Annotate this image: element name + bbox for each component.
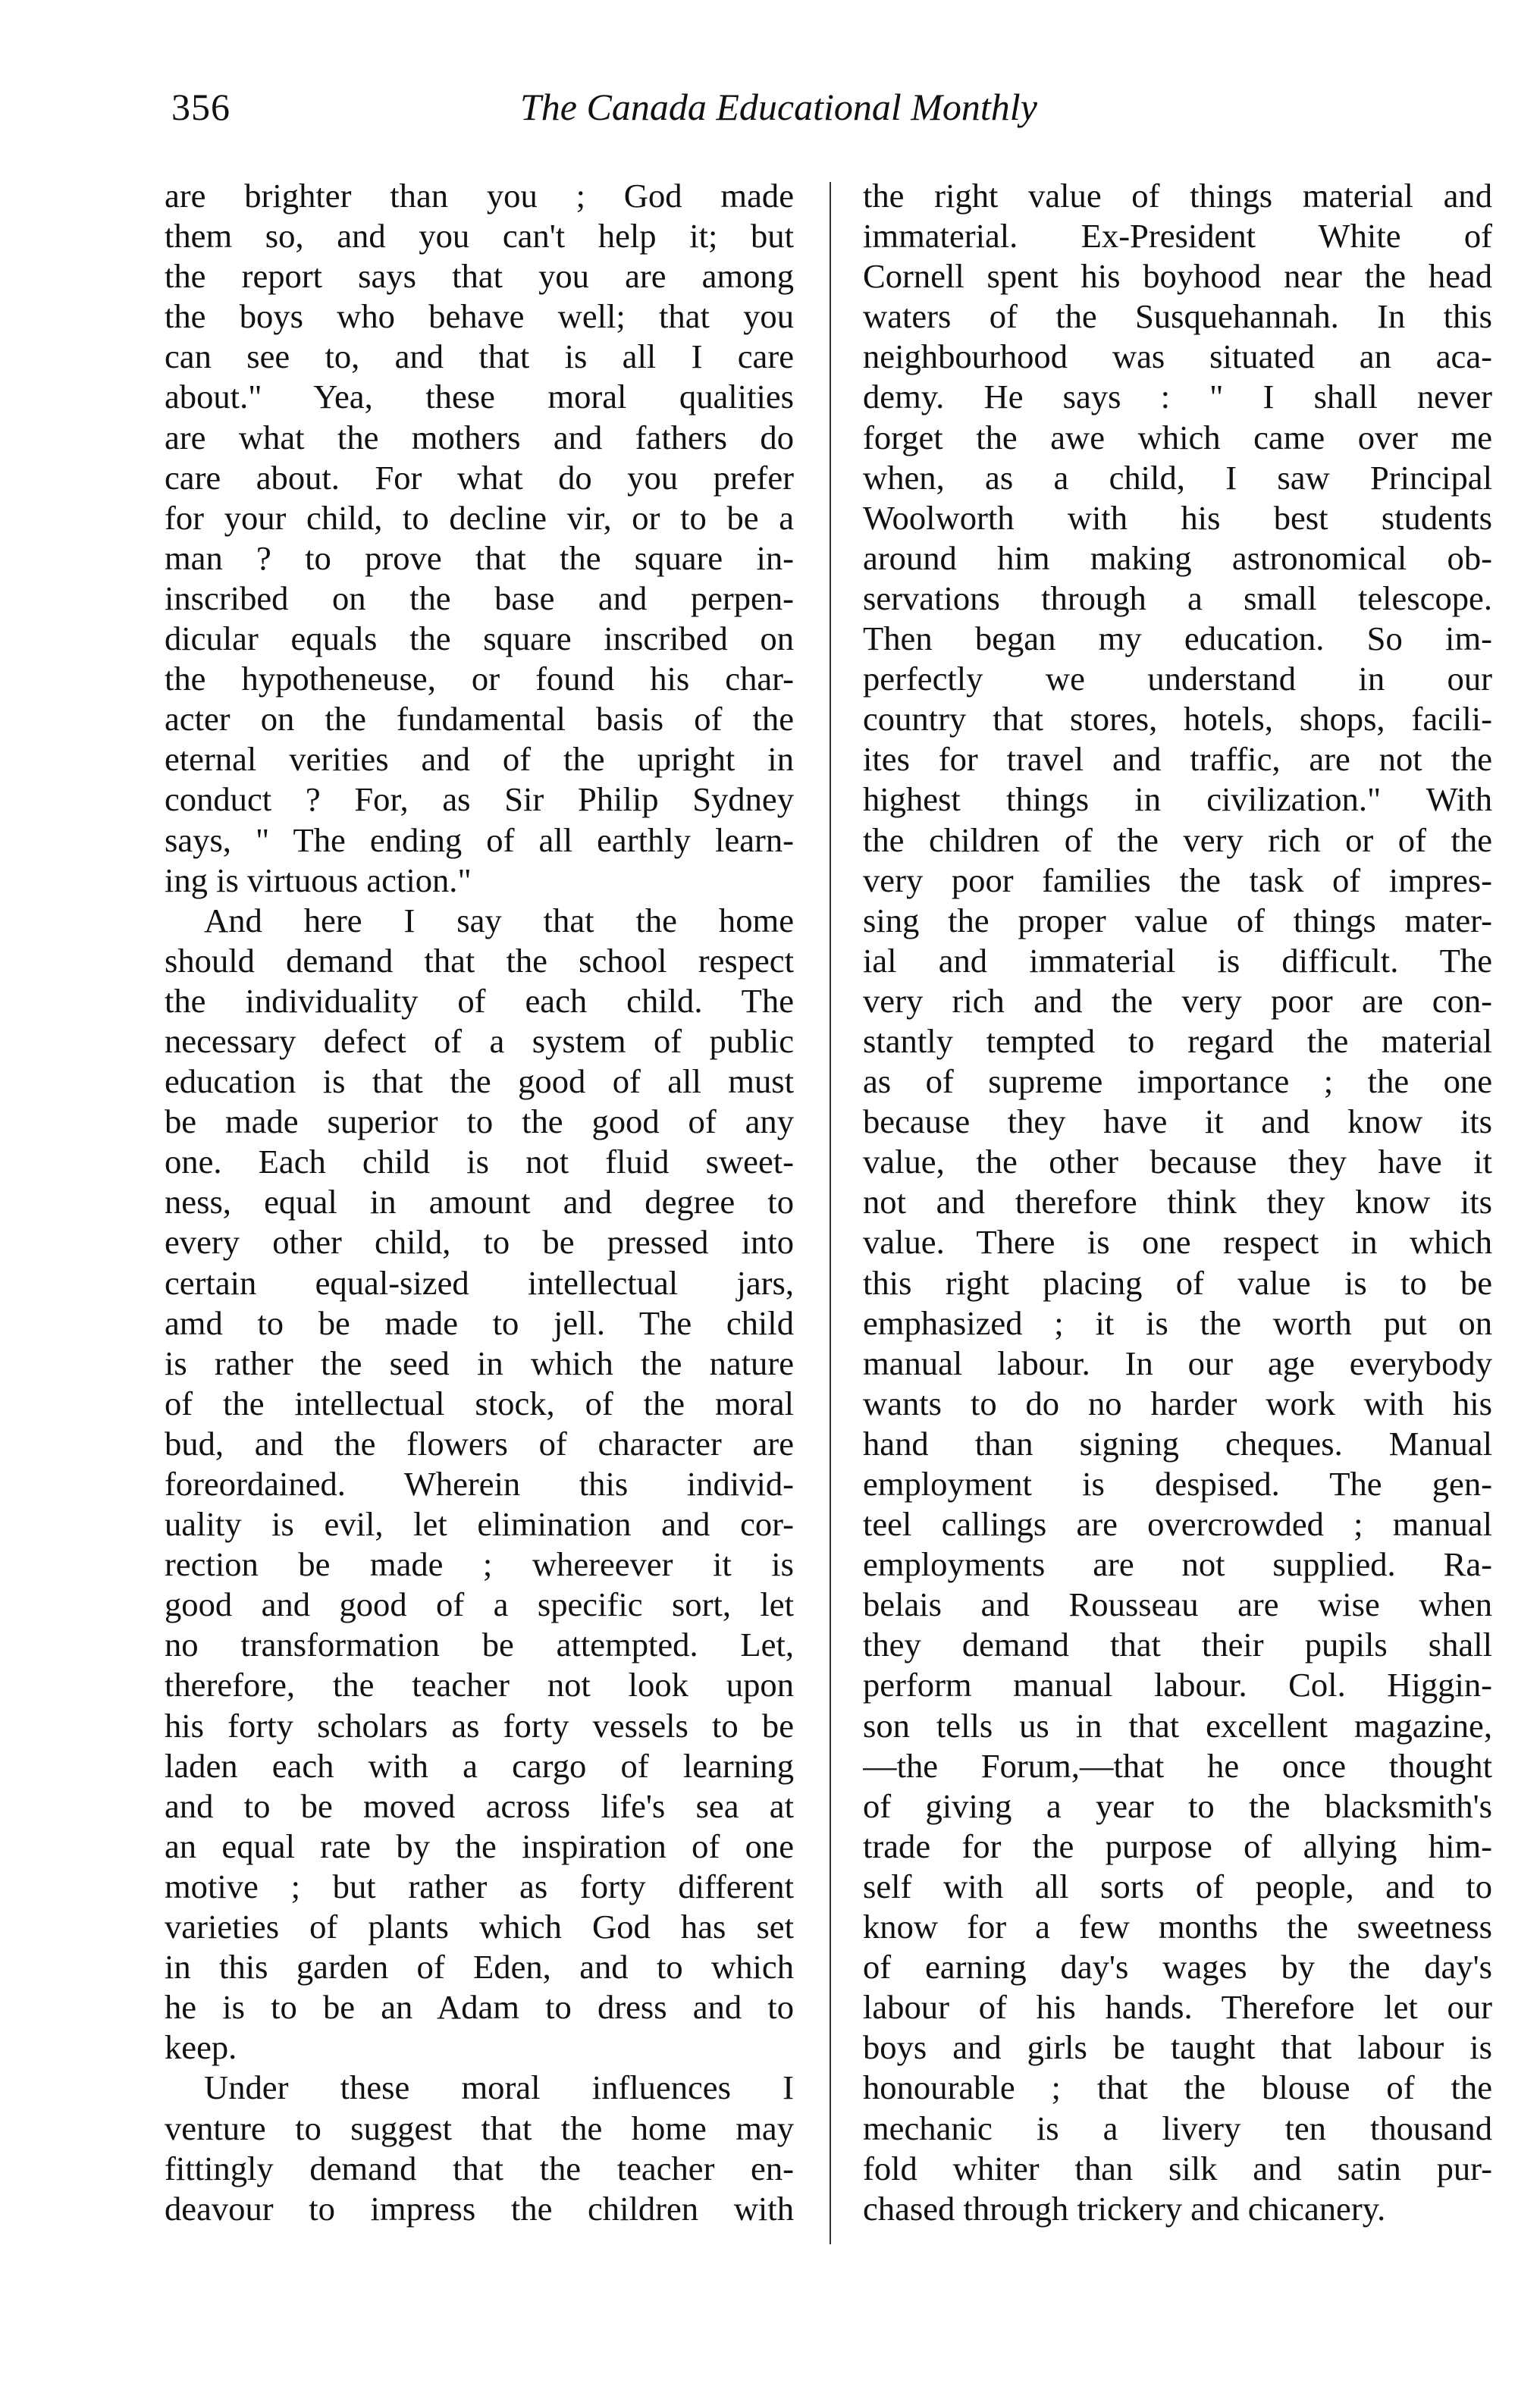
- text-line: as of supreme importance ; the one: [863, 1062, 1492, 1101]
- text-line: this right placing of value is to be: [863, 1263, 1492, 1302]
- text-line: they demand that their pupils shall: [863, 1626, 1492, 1664]
- text-line: —the Forum,—that he once thought: [863, 1746, 1492, 1785]
- text-line: the boys who behave well; that you: [165, 297, 794, 336]
- text-line: demy. He says : " I shall never: [863, 378, 1492, 416]
- text-line: of the intellectual stock, of the moral: [165, 1384, 794, 1422]
- text-line: know for a few months the sweetness: [863, 1908, 1492, 1946]
- text-line: Cornell spent his boyhood near the head: [863, 257, 1492, 296]
- text-line: sing the proper value of things mater-: [863, 901, 1492, 939]
- right-column: [863, 176, 1492, 2229]
- text-line: value. There is one respect in which: [863, 1223, 1492, 1262]
- text-line: country that stores, hotels, shops, facili-: [863, 700, 1492, 738]
- text-line: immaterial. Ex-President White of: [863, 217, 1492, 256]
- text-line: no transformation be attempted. Let,: [165, 1626, 794, 1664]
- text-line: man ? to prove that the square in-: [165, 538, 794, 577]
- text-line: necessary defect of a system of public: [165, 1021, 794, 1060]
- text-line: conduct ? For, as Sir Philip Sydney: [165, 780, 794, 819]
- text-line: trade for the purpose of allying him-: [863, 1827, 1492, 1865]
- text-line: rection be made ; whereever it is: [165, 1545, 794, 1584]
- text-line: every other child, to be pressed into: [165, 1223, 794, 1262]
- text-line: should demand that the school respect: [165, 941, 794, 980]
- text-line: perform manual labour. Col. Higgin-: [863, 1666, 1492, 1704]
- text-line: the individuality of each child. The: [165, 981, 794, 1020]
- text-line: teel callings are overcrowded ; manual: [863, 1505, 1492, 1544]
- text-line: manual labour. In our age everybody: [863, 1344, 1492, 1382]
- text-line: for your child, to decline vir, or to be a: [165, 498, 794, 537]
- text-line: says, " The ending of all earthly learn-: [165, 820, 794, 859]
- text-line: and to be moved across life's sea at: [165, 1786, 794, 1825]
- text-line: stantly tempted to regard the material: [863, 1021, 1492, 1060]
- text-line: honourable ; that the blouse of the: [863, 2068, 1492, 2107]
- text-line: be made superior to the good of any: [165, 1102, 794, 1141]
- text-line: neighbourhood was situated an aca-: [863, 337, 1492, 376]
- text-line: son tells us in that excellent magazine,: [863, 1706, 1492, 1745]
- column-divider: [830, 182, 831, 2244]
- text-line: one. Each child is not fluid sweet-: [165, 1143, 794, 1181]
- text-line: venture to suggest that the home may: [165, 2109, 794, 2147]
- running-head: [171, 85, 1180, 138]
- text-line: ness, equal in amount and degree to: [165, 1183, 794, 1221]
- text-line: is rather the seed in which the nature: [165, 1344, 794, 1382]
- text-line: can see to, and that is all I care: [165, 337, 794, 376]
- text-line: Then began my education. So im-: [863, 619, 1492, 658]
- text-line: chased through trickery and chicanery.: [863, 2189, 1386, 2228]
- text-line: certain equal-sized intellectual jars,: [165, 1263, 794, 1302]
- journal-title: The Canada Educational Monthly: [520, 86, 1037, 128]
- text-line: his forty scholars as forty vessels to be: [165, 1706, 794, 1745]
- text-line: deavour to impress the children with: [165, 2189, 794, 2228]
- text-line: motive ; but rather as forty different: [165, 1867, 794, 1905]
- text-line: fittingly demand that the teacher en-: [165, 2149, 794, 2187]
- page-number: 356: [171, 86, 231, 128]
- text-line: amd to be made to jell. The child: [165, 1303, 794, 1342]
- text-line: employment is despised. The gen-: [863, 1465, 1492, 1503]
- text-line: therefore, the teacher not look upon: [165, 1666, 794, 1704]
- text-line: eternal verities and of the upright in: [165, 740, 794, 779]
- text-line: keep.: [165, 2028, 237, 2067]
- text-line: forget the awe which came over me: [863, 418, 1492, 456]
- text-line: are brighter than you ; God made: [165, 177, 794, 215]
- text-line: self with all sorts of people, and to: [863, 1867, 1492, 1905]
- text-line: not and therefore think they know its: [863, 1183, 1492, 1221]
- text-line: hand than signing cheques. Manual: [863, 1424, 1492, 1463]
- text-line: uality is evil, let elimination and cor-: [165, 1505, 794, 1544]
- text-line: labour of his hands. Therefore let our: [863, 1988, 1492, 2027]
- text-line: bud, and the flowers of character are: [165, 1424, 794, 1463]
- text-line: very poor families the task of impres-: [863, 861, 1492, 899]
- text-line: acter on the fundamental basis of the: [165, 700, 794, 738]
- text-line: ites for travel and traffic, are not the: [863, 740, 1492, 779]
- text-line: around him making astronomical ob-: [863, 538, 1492, 577]
- text-line: good and good of a specific sort, let: [165, 1585, 794, 1624]
- left-column: [165, 176, 794, 2229]
- text-line: education is that the good of all must: [165, 1062, 794, 1101]
- text-line: care about. For what do you prefer: [165, 458, 794, 497]
- text-line: the children of the very rich or of the: [863, 820, 1492, 859]
- text-line: belais and Rousseau are wise when: [863, 1585, 1492, 1624]
- text-line: inscribed on the base and perpen-: [165, 579, 794, 617]
- text-line: mechanic is a livery ten thousand: [863, 2109, 1492, 2147]
- text-line: ial and immaterial is difficult. The: [863, 941, 1492, 980]
- text-line: Woolworth with his best students: [863, 498, 1492, 537]
- text-line: And here I say that the home: [204, 901, 794, 939]
- text-line: servations through a small telescope.: [863, 579, 1492, 617]
- text-line: the right value of things material and: [863, 177, 1492, 215]
- text-line: when, as a child, I saw Principal: [863, 458, 1492, 497]
- text-line: the report says that you are among: [165, 257, 794, 296]
- text-line: varieties of plants which God has set: [165, 1908, 794, 1946]
- text-line: of earning day's wages by the day's: [863, 1948, 1492, 1987]
- text-line: wants to do no harder work with his: [863, 1384, 1492, 1422]
- text-line: laden each with a cargo of learning: [165, 1746, 794, 1785]
- text-line: dicular equals the square inscribed on: [165, 619, 794, 658]
- text-line: them so, and you can't help it; but: [165, 217, 794, 256]
- text-line: are what the mothers and fathers do: [165, 418, 794, 456]
- text-line: ing is virtuous action.": [165, 861, 472, 899]
- text-line: he is to be an Adam to dress and to: [165, 1988, 794, 2027]
- text-line: fold whiter than silk and satin pur-: [863, 2149, 1492, 2187]
- text-line: very rich and the very poor are con-: [863, 981, 1492, 1020]
- text-line: boys and girls be taught that labour is: [863, 2028, 1492, 2067]
- text-line: highest things in civilization." With: [863, 780, 1492, 819]
- text-line: the hypotheneuse, or found his char-: [165, 660, 794, 698]
- text-line: employments are not supplied. Ra-: [863, 1545, 1492, 1584]
- text-line: of giving a year to the blacksmith's: [863, 1786, 1492, 1825]
- text-line: perfectly we understand in our: [863, 660, 1492, 698]
- text-line: emphasized ; it is the worth put on: [863, 1303, 1492, 1342]
- text-line: in this garden of Eden, and to which: [165, 1948, 794, 1987]
- text-line: Under these moral influences I: [204, 2068, 794, 2107]
- text-line: foreordained. Wherein this individ-: [165, 1465, 794, 1503]
- text-line: about." Yea, these moral qualities: [165, 378, 794, 416]
- text-line: waters of the Susquehannah. In this: [863, 297, 1492, 336]
- text-line: an equal rate by the inspiration of one: [165, 1827, 794, 1865]
- text-line: value, the other because they have it: [863, 1143, 1492, 1181]
- text-line: because they have it and know its: [863, 1102, 1492, 1141]
